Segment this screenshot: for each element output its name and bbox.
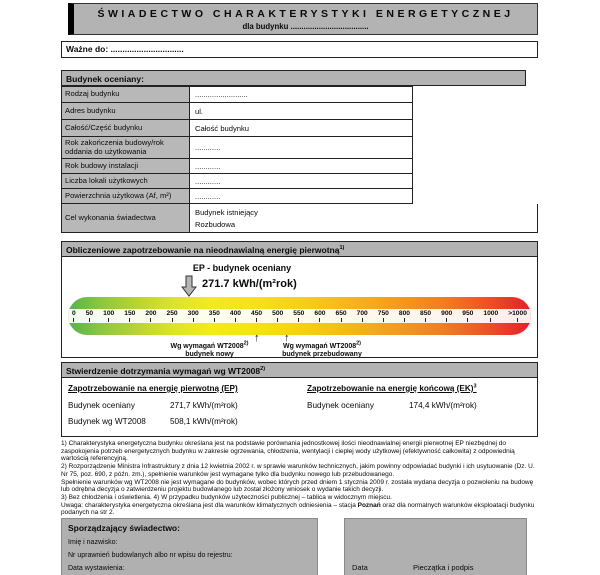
- ref-label-rebuilt-building: [247, 340, 397, 358]
- stamp-box: [344, 518, 527, 575]
- ep-scale-panel: [61, 257, 538, 358]
- footnote-note: [61, 502, 540, 517]
- ek-demand-row: [307, 401, 533, 410]
- row-label: Budynek oceniany: [307, 401, 374, 410]
- ek-demand-heading: [307, 384, 533, 393]
- table-row: [61, 103, 538, 120]
- row-value: ............: [190, 159, 413, 174]
- certificate-subtitle: dla budynku ....................................: [242, 22, 369, 31]
- ep-demand-row: [68, 417, 298, 426]
- ep-gradient-scale: [68, 297, 531, 335]
- scale-tick: 200: [145, 309, 156, 323]
- scale-tick: 400: [230, 309, 241, 323]
- row-label: Rodzaj budynku: [61, 86, 190, 103]
- scale-tick: 300: [188, 309, 199, 323]
- ref-arrow-up-icon: ↑: [284, 332, 290, 344]
- row-value: 174,4 kWh/(m²rok): [409, 401, 477, 410]
- note-text: oraz dla normalnych warunków eksploatacji budynku podanych na str 2.: [61, 501, 535, 517]
- note-station-name: Poznań: [357, 501, 381, 509]
- footnote-2: 2) Rozporządzenie Ministra Infrastruktury z dnia 12 kwietnia 2002 r. w sprawie warunków technicznych, jakim powinny odpowiadać budynki i ich usytuowanie (Dz. U. Nr 75, poz. 690, z późn. zm.), spełnienie warunków jest wymagane tylko dla budynku nowego lub przebudowanego.: [61, 463, 535, 478]
- scale-tick: 700: [357, 309, 368, 323]
- section-ep-header: [61, 241, 538, 257]
- footnote-1: 1) Charakterystyka energetyczna budynku określana jest na podstawie porównania jednostkowej ilości nieodnawialnej energii pierwotnej EP niezbędnej do zaspokojenia potrzeb energetycznych budynku w zakresie ogrzewania, chłodzenia, wentylacji i ciepłej wody użytkowej (efektywność całkowita) z odpowiednią wartością referencyjną.: [61, 440, 515, 463]
- table-row: [61, 204, 538, 233]
- table-row: [61, 137, 538, 159]
- scale-tick: >1000: [508, 309, 527, 323]
- issuer-box: [61, 518, 318, 575]
- ref-arrow-up-icon: ↑: [254, 332, 260, 344]
- ref-label-line: Wg wymagań WT2008: [170, 343, 244, 350]
- section-building-header: Budynek oceniany:: [61, 70, 526, 86]
- row-label: Liczba lokali użytkowych: [61, 174, 190, 189]
- table-row: [61, 189, 538, 204]
- ek-demand-column: [307, 384, 533, 417]
- row-value: ............: [190, 189, 413, 204]
- scale-tick: 850: [420, 309, 431, 323]
- scale-tick: 500: [272, 309, 283, 323]
- section-wt2008-title: Stwierdzenie dotrzymania wymagań wg WT2008: [66, 366, 261, 376]
- scale-tick: 800: [399, 309, 410, 323]
- row-value: [190, 204, 538, 233]
- scale-tick: 550: [293, 309, 304, 323]
- certificate-header: [68, 3, 538, 35]
- issuer-name-label: Imię i nazwisko:: [68, 539, 118, 546]
- row-label: Rok budowy instalacji: [61, 159, 190, 174]
- ep-demand-column: [68, 384, 298, 433]
- row-value-line: Budynek istniejący: [195, 208, 258, 217]
- row-value: 271,7 kWh/(m²rok): [170, 401, 238, 410]
- issuer-issue-date-label: Data wystawienia:: [68, 565, 125, 572]
- footnote-marker: 1): [339, 245, 345, 252]
- wt2008-panel: [61, 378, 538, 437]
- issuer-section-title: Sporządzający świadectwo:: [68, 523, 180, 533]
- row-value: .........................: [190, 86, 413, 103]
- footnote-marker: 2): [260, 366, 266, 373]
- table-row: [61, 159, 538, 174]
- row-label: Powierzchnia użytkowa (Af, m²): [61, 189, 190, 204]
- scale-tick: 100: [103, 309, 114, 323]
- row-value: ............: [190, 137, 413, 159]
- footnote-marker: 3: [473, 383, 477, 390]
- ep-value-label: 271.7 kWh/(m²rok): [202, 278, 297, 290]
- ep-chart-label: EP - budynek oceniany: [192, 263, 292, 273]
- row-label: Całość/Część budynku: [61, 120, 190, 137]
- scale-tick: 250: [166, 309, 177, 323]
- scale-tick: 950: [462, 309, 473, 323]
- row-label: Rok zakończenia budowy/rok oddania do użytkowania: [61, 137, 190, 159]
- footnote-3: 3) Bez chłodzenia i oświetlenia. 4) W przypadku budynków użyteczności publicznej – tablica w widocznym miejscu.: [61, 493, 392, 501]
- scale-tick: 600: [314, 309, 325, 323]
- scale-tick: 650: [335, 309, 346, 323]
- footnote-marker: 2): [243, 340, 249, 347]
- stamp-date-label: Data: [352, 563, 368, 572]
- row-label: Adres budynku: [61, 103, 190, 120]
- footnote-marker: 2): [356, 340, 362, 347]
- building-table: [61, 86, 538, 233]
- scale-tick: 900: [441, 309, 452, 323]
- row-value: ............: [190, 174, 413, 189]
- scale-tick: 450: [251, 309, 262, 323]
- scale-tick: 1000: [483, 309, 498, 323]
- row-label: Budynek wg WT2008: [68, 417, 146, 426]
- row-value-line: Rozbudowa: [195, 219, 236, 229]
- section-ep-title: Obliczeniowe zapotrzebowanie na nieodnawialną energię pierwotną: [66, 245, 340, 255]
- heading-text: Zapotrzebowanie na energię końcową (EK): [307, 384, 474, 393]
- note-text: Uwaga: charakterystyka energetyczna określana jest dla warunków klimatycznych odniesienia – stacja: [61, 501, 358, 509]
- stamp-signature-label: Pieczątka i podpis: [413, 563, 474, 572]
- row-label: Cel wykonania świadectwa: [61, 204, 190, 233]
- scale-tick: 50: [86, 309, 93, 323]
- table-row: [61, 174, 538, 189]
- ep-demand-row: [68, 401, 298, 410]
- table-row: [61, 120, 538, 137]
- scale-tick: 150: [124, 309, 135, 323]
- footnotes: [61, 440, 540, 517]
- ref-label-line: Wg wymagań WT2008: [282, 343, 357, 350]
- section-wt2008-header: [61, 362, 538, 378]
- scale-tick: 350: [209, 309, 220, 323]
- row-label: Budynek oceniany: [68, 401, 135, 410]
- valid-until-field: Ważne do: ...............................: [61, 41, 538, 58]
- certificate-title: ŚWIADECTWO CHARAKTERYSTYKI ENERGETYCZNEJ: [97, 8, 514, 20]
- footnote-2b: Spełnienie warunków wg WT2008 nie jest wymagane do budynków, wobec których przed dniem 1 stycznia 2009 r. została wydana decyzja o pozwoleniu na budowę lub odrębna decyzja o zatwierdzeniu projektu budowlanego lub został złożony wniosek o wydanie takich decyzji.: [61, 478, 534, 494]
- row-value: Całość budynku: [190, 120, 413, 137]
- scale-tick: 750: [378, 309, 389, 323]
- scale-tick: 0: [72, 309, 76, 323]
- issuer-license-label: Nr uprawnień budowlanych albo nr wpisu do rejestru:: [68, 552, 233, 559]
- row-value: ul.: [190, 103, 413, 120]
- row-value: 508,1 kWh/(m²rok): [170, 417, 238, 426]
- ref-label-line: budynek nowy: [185, 350, 234, 358]
- table-row: [61, 86, 538, 103]
- ep-demand-heading: Zapotrzebowanie na energię pierwotną (EP): [68, 384, 238, 393]
- ref-label-line: budynek przebudowany: [282, 350, 362, 358]
- scale-tick-band: [68, 309, 531, 323]
